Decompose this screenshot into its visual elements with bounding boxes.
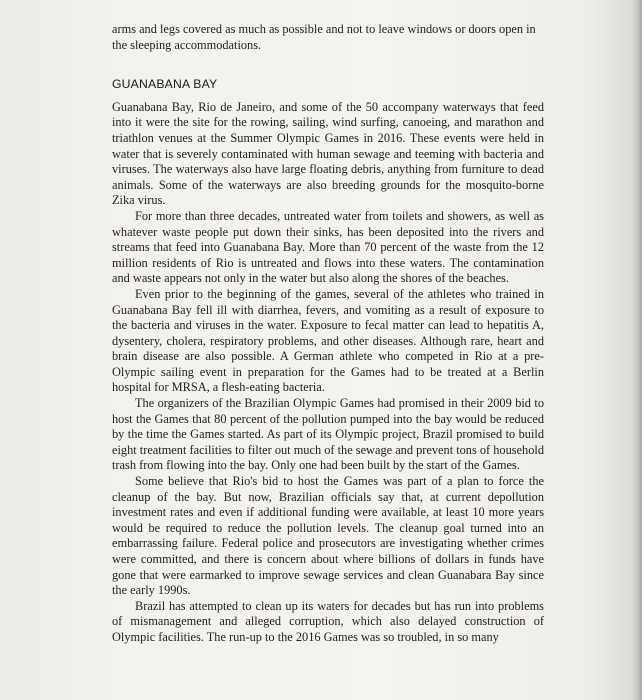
body-paragraph: Brazil has attempted to clean up its waters for decades but has run into problems of mismanagement and alleged corruption, which also delayed construction of Olympic facilities. The run-up to the 2016 Games was so troubled, in so many	[112, 598, 544, 644]
page-edge-shadow	[632, 0, 642, 700]
section-heading: GUANABANA BAY	[112, 77, 218, 92]
lead-paragraph: arms and legs covered as much as possible and not to leave windows or doors open in the sleeping accommodations.	[112, 22, 536, 52]
page-text-column	[112, 22, 544, 646]
body-paragraph: Guanabana Bay, Rio de Janeiro, and some of the 50 accompany waterways that feed into it were the site for the rowing, sailing, wind surfing, canoeing, and marathon and triathlon venues at the Summer Olympic Games in 2016. These events were held in water that is severely contaminated with human sewage and teeming with bacteria and viruses. The waterways also have large floating debris, anything from furniture to dead animals. Some of the waterways are also breeding grounds for the mosquito-borne Zika virus.	[112, 99, 544, 208]
body-paragraph: Some believe that Rio's bid to host the Games was part of a plan to force the cleanup of the bay. But now, Brazilian officials say that, at current depollution investment rates and even if additional funding were available, at least 10 more years would be required to reduce the pollution levels. The cleanup goal turned into an embarrassing failure. Federal police and prosecutors are investigating whether crimes were committed, and there is concern about where billions of dollars in funds have gone that were earmarked to improve sewage services and clean Guanabara Bay since the early 1990s.	[112, 474, 544, 598]
body-paragraph: The organizers of the Brazilian Olympic Games had promised in their 2009 bid to host the Games that 80 percent of the pollution pumped into the bay would be reduced by the time the Games started. As part of its Olympic project, Brazil promised to build eight treatment facilities to filter out much of the sewage and prevent tons of household trash from flowing into the bay. Only one had been built by the start of the Games.	[112, 396, 544, 473]
body-paragraph: Even prior to the beginning of the games, several of the athletes who trained in Guanabana Bay fell ill with diarrhea, fevers, and vomiting as a result of exposure to the bacteria and viruses in the water. Exposure to fecal matter can lead to hepatitis A, dysentery, cholera, respiratory problems, and other diseases. Although rare, heart and brain disease are also possible. A German athlete who competed in Rio at a pre-Olympic sailing event in preparation for the Games had to be treated at a Berlin hospital for MRSA, a flesh-eating bacteria.	[112, 286, 544, 395]
body-paragraph: For more than three decades, untreated water from toilets and showers, as well as whatever waste people put down their sinks, has been deposited into the rivers and streams that feed into Guanabana Bay. More than 70 percent of the waste from the 12 million residents of Rio is untreated and flows into these waters. The contamination and waste appears not only in the water but also along the shores of the beaches.	[112, 208, 544, 286]
